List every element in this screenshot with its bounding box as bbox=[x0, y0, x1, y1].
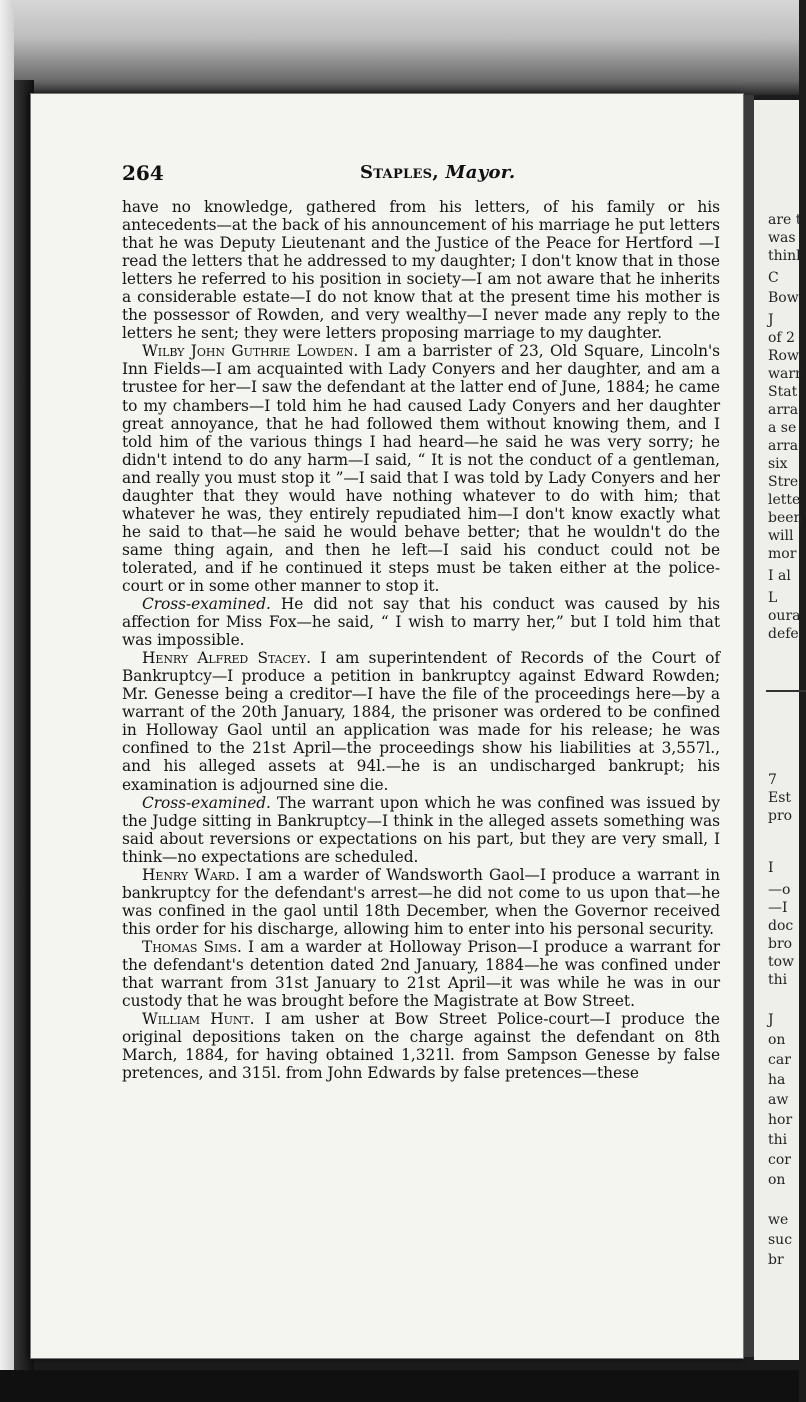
facing-page-fragment: a se bbox=[768, 420, 797, 436]
facing-page-fragment: J bbox=[768, 312, 774, 328]
facing-page-fragment: defe bbox=[768, 626, 799, 642]
witness-name: William Hunt. bbox=[142, 1010, 255, 1029]
paragraph-text: I am superintendent of Records of the Court of Bankruptcy—I produce a petition in bankruptcy against Edward Rowden; Mr. Genesse being a creditor—I have the file of the proceedings here—by a warrant of the 20th January, 1884, the prisoner was ordered to be confined in Holloway Gaol until an application was made for his release; he was confined to the 21st April—the proceedings show his liabilities at 3,557l., and his alleged assets at 94l.—he is an undischarged bankrupt; his examination is adjourned sine die. bbox=[122, 649, 720, 794]
facing-page-fragment: will bbox=[768, 528, 794, 544]
facing-page-fragment: been bbox=[768, 510, 803, 526]
facing-page-fragment: C bbox=[768, 270, 779, 286]
witness-name: Henry Alfred Stacey. bbox=[142, 649, 311, 668]
page-header bbox=[122, 161, 642, 191]
paragraph bbox=[122, 198, 720, 342]
facing-page-fragment: we bbox=[768, 1212, 789, 1228]
paragraph bbox=[122, 794, 720, 866]
facing-page-fragment: br bbox=[768, 1252, 784, 1268]
facing-page-fragment: I al bbox=[768, 568, 791, 584]
paragraph-text: The warrant upon which he was confined was issued by the Judge sitting in Bankruptcy—I think in the alleged assets something was said about reversions or expectations on his part, but they are very small, I think—no expectations are scheduled. bbox=[122, 793, 720, 866]
paragraph-text: He did not say that his conduct was caused by his affection for Miss Fox—he said, “ I wish to marry her,” but I told him that was impossible. bbox=[122, 595, 720, 650]
facing-page-fragment: 7 bbox=[768, 772, 777, 788]
facing-page-fragment: J bbox=[768, 1012, 774, 1028]
facing-page-fragment: arra bbox=[768, 438, 799, 454]
facing-page-rule bbox=[766, 690, 806, 692]
facing-page-fragment: I bbox=[768, 860, 774, 876]
scan-background-bottom bbox=[0, 1370, 799, 1402]
facing-page-fragment: on bbox=[768, 1172, 786, 1188]
facing-page-fragment: thi bbox=[768, 1132, 788, 1148]
paragraph bbox=[122, 1010, 720, 1082]
facing-page-fragment: Row bbox=[768, 348, 799, 364]
witness-name: Thomas Sims. bbox=[142, 937, 242, 956]
paragraph-text: I am a warder at Holloway Prison—I produce a warrant for the defendant's detention dated 2nd January, 1884—he was confined under that warrant from 31st January to 21st April—it was while he was in our custody that he was brought before the Magistrate at Bow Street. bbox=[122, 937, 720, 1011]
facing-page-edge bbox=[754, 100, 803, 1360]
book-page bbox=[30, 93, 744, 1359]
running-head bbox=[360, 162, 515, 183]
paragraph bbox=[122, 649, 720, 793]
scan-margin-left bbox=[0, 0, 14, 1402]
body-text bbox=[122, 198, 720, 1082]
facing-page-fragment: was bbox=[768, 230, 796, 246]
facing-page-fragment: ha bbox=[768, 1072, 786, 1088]
facing-page-fragment: thinl bbox=[768, 248, 801, 264]
facing-page-fragment: —I bbox=[768, 900, 788, 916]
facing-page-fragment: six bbox=[768, 456, 788, 472]
paragraph bbox=[122, 595, 720, 649]
paragraph-text: have no knowledge, gathered from his letters, of his family or his antecedents—at the back of his announcement of his marriage he put letters that he was Deputy Lieutenant and the Justice of the Peace for Hertford —I read the letters that he addressed to my daughter; I don't know that in those letters he referred to his position in society—I am not aware that he inherits a considerable estate—I do not know that at the present time his mother is the possessor of Rowden, and very wealthy—I never made any reply to the letters he sent; they were letters proposing marriage to my daughter. bbox=[122, 198, 720, 343]
facing-page-fragment: of 2 bbox=[768, 330, 795, 346]
scan-background-top bbox=[0, 0, 799, 95]
paragraph bbox=[122, 342, 720, 595]
paragraph-text: I am usher at Bow Street Police-court—I produce the original depositions taken on the charge against the defendant on 8th March, 1884, for having obtained 1,321l. from Sampson Genesse by false pretences, and 315l. from John Edwards by false pretences—these bbox=[122, 1010, 720, 1083]
facing-page-fragment: lette bbox=[768, 492, 801, 508]
facing-page-fragment: oura bbox=[768, 608, 801, 624]
witness-name: Wilby John Guthrie Lowden. bbox=[142, 342, 359, 361]
facing-page-fragment: thi bbox=[768, 972, 788, 988]
facing-page-fragment: tow bbox=[768, 954, 795, 970]
facing-page-fragment: Stre bbox=[768, 474, 799, 490]
cross-examined-label: Cross-examined. bbox=[142, 595, 271, 614]
running-head-name: Staples, bbox=[360, 162, 439, 183]
facing-page-fragment: suc bbox=[768, 1232, 793, 1248]
facing-page-fragment: pro bbox=[768, 808, 793, 824]
facing-page-fragment: arra bbox=[768, 402, 799, 418]
facing-page-fragment: L bbox=[768, 590, 778, 606]
facing-page-fragment: are t bbox=[768, 212, 802, 228]
page-gutter bbox=[744, 95, 754, 1357]
paragraph-text: I am a warder of Wandsworth Gaol—I produce a warrant in bankruptcy for the defendant's arrest—he did not come to us upon that—he was confined in the gaol until 18th December, when the Governor received this order for his discharge, allowing him to enter into his personal security. bbox=[122, 865, 720, 938]
facing-page-fragment: hor bbox=[768, 1112, 793, 1128]
facing-page-fragment: car bbox=[768, 1052, 791, 1068]
facing-page-fragment: Stat bbox=[768, 384, 798, 400]
paragraph-text: I am a barrister of 23, Old Square, Lincoln's Inn Fields—I am acquainted with Lady Conyers and her daughter, and am a trustee for her—I saw the defendant at the latter end of June, 1884; he came to my chambers—I told him he had caused Lady Conyers and her daughter great annoyance, that he had followed them without knowing them, and I told him of the various things I had heard—he said he was very sorry; he didn't intend to do any harm—I said, “ It is not the conduct of a gentleman, and really you must stop it ”—I said that I was told by Lady Conyers and her daughter that they would have nothing whatever to do with him; that whatever he was, they entirely repudiated him—I don't know exactly what he said to that—he said he would behave better; that he wouldn't do the same thing again, and then he left—I said his conduct could not be tolerated, and if he continued it steps must be taken either at the police-court or in some other manner to stop it. bbox=[122, 342, 721, 595]
facing-page-fragment: —o bbox=[768, 882, 791, 898]
page-number: 264 bbox=[122, 161, 164, 185]
facing-page-fragment: cor bbox=[768, 1152, 791, 1168]
facing-page-fragment: aw bbox=[768, 1092, 789, 1108]
paragraph bbox=[122, 866, 720, 938]
facing-page-fragment: bro bbox=[768, 936, 793, 952]
paragraph bbox=[122, 938, 720, 1010]
running-head-title: Mayor. bbox=[445, 162, 516, 183]
facing-page-fragment: warr bbox=[768, 366, 802, 382]
facing-page-fragment: Est bbox=[768, 790, 792, 806]
witness-name: Henry Ward. bbox=[142, 865, 240, 884]
cross-examined-label: Cross-examined. bbox=[142, 793, 271, 812]
facing-page-fragment: on bbox=[768, 1032, 786, 1048]
facing-page-fragment: mor bbox=[768, 546, 797, 562]
facing-page-fragment: Bow bbox=[768, 290, 799, 306]
facing-page-fragment: doc bbox=[768, 918, 794, 934]
